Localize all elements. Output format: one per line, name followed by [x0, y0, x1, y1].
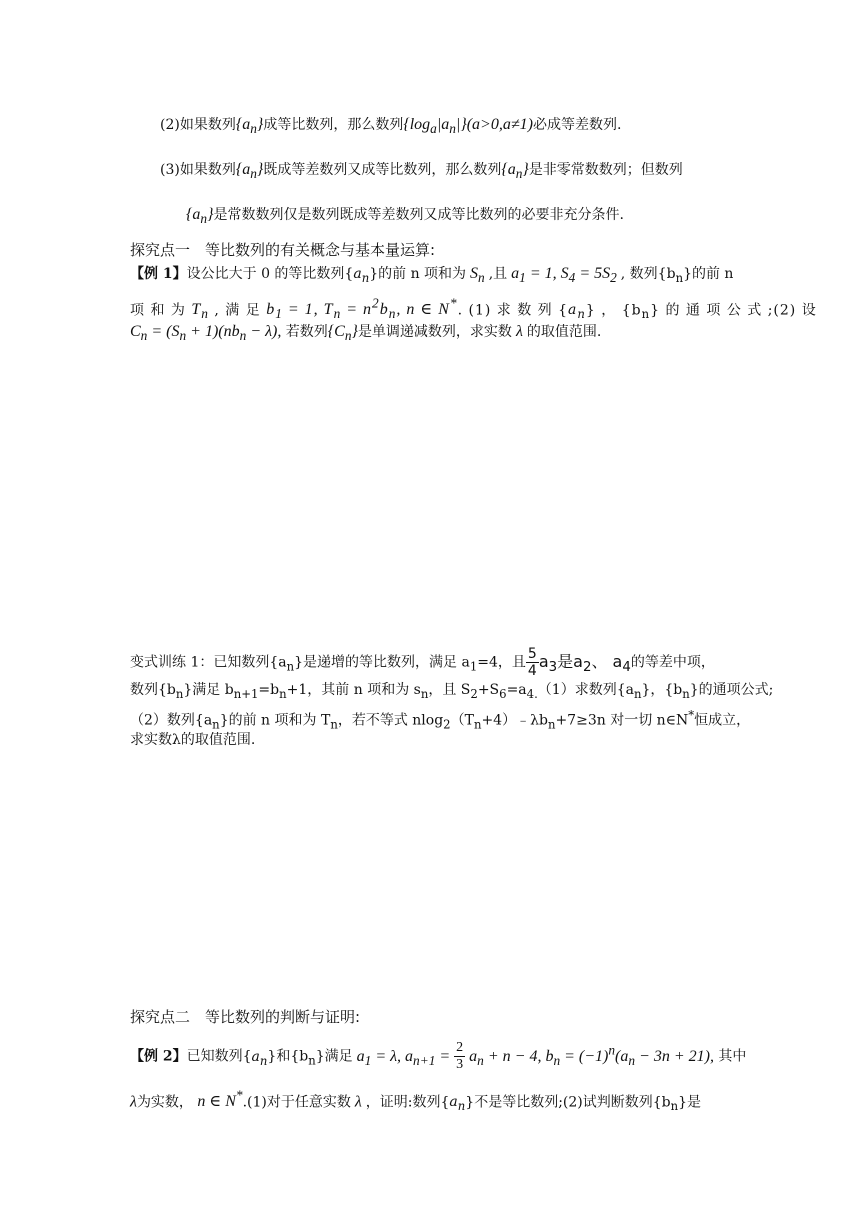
fraction-2-3: $\frac{2}{3}$ — [456, 1040, 464, 1072]
section-1-heading: 探究点一 等比数列的有关概念与基本量运算: — [130, 241, 436, 259]
example-1-line-3: $C_n = (S_n + 1)(nb_n - \lambda)$, 若数列$\{C_n\}$是单调递减数列，求实数 λ 的取值范围. — [130, 323, 602, 344]
fraction-5-4: $\frac{5}{4}$ — [527, 646, 537, 679]
variant-1-line-4: 求实数λ的取值范围. — [130, 732, 256, 748]
example-2-line-2: λ为实数， n ∈ N*.(1)对于任意实数 λ ，证明:数列$\{a_n\}$不是等比数列;(2)试判断数列$\{b_n\}$是 — [130, 1088, 702, 1114]
variant-1-line-1: 变式训练 1：已知数列$\{a_n\}$是递增的等比数列，满足 $a_1=4$，且 $\frac{5}{4}$ $a_3$是$a_2$、 $a_4$的等差中项， — [130, 646, 715, 679]
item-2-line: (2)如果数列$\{a_n\}$成等比数列，那么数列$\{\log_a|a_n|\}(a>0,a\ne 1)$必成等差数列. — [160, 116, 622, 137]
item-3-line-1: (3)如果数列$\{a_n\}$既成等差数列又成等比数列，那么数列$\{a_n\}$是非零常数数列；但数列 — [160, 161, 683, 182]
section-2-heading: 探究点二 等比数列的判断与证明: — [130, 1008, 361, 1026]
example-1-line-2: 项 和 为 $T_n$ , 满 足 $b_1 = 1$, $T_n = n^2b_n$, n ∈ N*. (1) 求 数 列 $\{a_n\}$ ， $\{b_n\}$ 的 通 项 公 式 ;(2) 设 — [130, 296, 817, 322]
variant-1-line-3: （2）数列$\{a_n\}$的前 n 项和为 $T_n$，若不等式 $nlog_2(T_n+4)﹣\lambda b_n+7\ge 3n$ 对一切 n∈N*恒成立， — [130, 708, 751, 732]
example-2-line-1: 【例 2】已知数列$\{a_n\}$和$\{b_n\}$满足 $a_1 = \lambda$, $a_{n+1}$ = $\frac{2}{3}$ $a_n + n - 4$, $b_n = (-1)^n(a_n - 3n + 21)$, 其中 — [130, 1040, 747, 1072]
example-1-line-1: 【例 1】设公比大于 0 的等比数列$\{a_n\}$的前 n 项和为 $S_n$ ,且 $a_1 = 1$, $S_4 = 5S_2$ , 数列$\{b_n\}$的前 n — [130, 265, 734, 286]
variant-1-line-2: 数列$\{b_n\}$满足 $b_{n+1}=b_n+1$，其前 n 项和为 $s_n$，且 $S_2+S_6=a_{4.}(1)$求数列$\{a_n\}$，$\{b_n\}$的通项公式; — [130, 682, 774, 701]
item-3-line-2: $\{a_n\}$是常数数列仅是数列既成等差数列又成等比数列的必要非充分条件. — [186, 206, 624, 227]
